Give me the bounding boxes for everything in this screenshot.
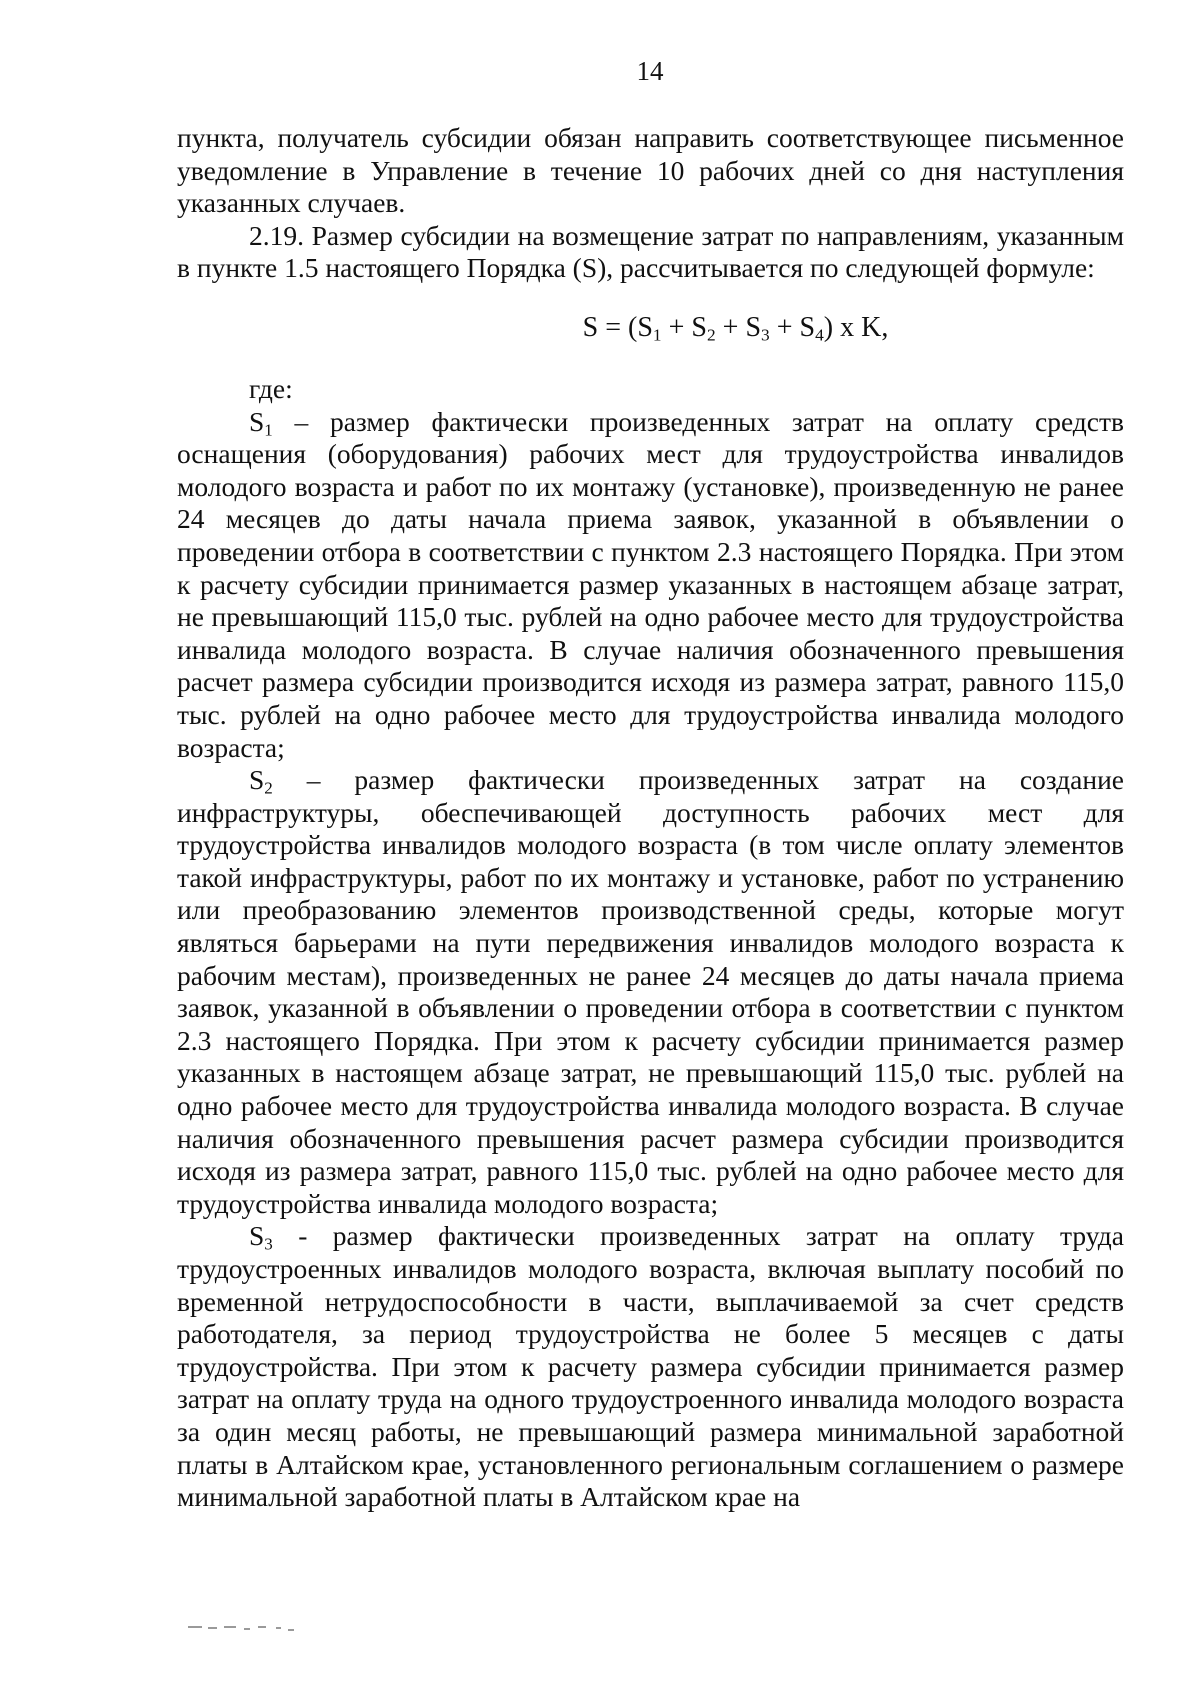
s1-symbol: S — [249, 405, 265, 437]
where-label: где: — [249, 372, 293, 404]
s3-index: 3 — [264, 1234, 273, 1254]
s2-text: – размер фактически произведенных затрат на создание инфраструктуры, обеспечивающей доступность рабочих мест для трудоустройства инвалидов молодого возраста (в том числе оплату элементов такой инфраструктуры, работ по их монтажу и установке, работ по устранению или преобразованию элементов производственной среды, которые могут являться барьерами на пути передвижения инвалидов молодого возраста к рабочим местам), произведенных не ранее 24 месяцев до даты начала приема заявок, указанной в объявлении о проведении отбора в соответствии с пунктом 2.3 настоящего Порядка. При этом к расчету субсидии принимается размер указанных в настоящем абзаце затрат, не превышающий 115,0 тыс. рублей на одно рабочее место для трудоустройства инвалида молодого возраста. В случае наличия обозначенного превышения расчет размера субсидии производится исходя из размера затрат, равного 115,0 тыс. рублей на одно рабочее место для трудоустройства инвалида молодого возраста; — [177, 764, 1124, 1219]
document-body — [177, 122, 1124, 1514]
formula-tail: ) x K, — [823, 311, 889, 343]
formula-index-4: 4 — [815, 325, 824, 345]
definition-s1 — [177, 406, 1124, 765]
formula-index-3: 3 — [761, 325, 770, 345]
s1-index: 1 — [264, 419, 273, 439]
s3-text: - размер фактически произведенных затрат на оплату труда трудоустроенных инвалидов молодого возраста, включая выплату пособий по временной нетрудоспособности в части, выплачиваемой за счет средств работодателя, за период трудоустройства не более 5 месяцев с даты трудоустройства. При этом к расчету размера субсидии принимается размер затрат на оплату труда на одного трудоустроенного инвалида молодого возраста за один месяц работы, не превышающий размера минимальной заработной платы в Алтайском крае, установленного региональным соглашением о размере минимальной заработной платы в Алтайском крае на — [177, 1220, 1124, 1513]
definition-s2 — [177, 764, 1124, 1220]
s3-symbol: S — [249, 1220, 265, 1252]
s2-symbol: S — [249, 764, 265, 796]
formula-index-1: 1 — [652, 325, 662, 345]
paragraph-2-19: 2.19. Размер субсидии на возмещение затрат по направлениям, указанным в пункте 1.5 настоящего Порядка (S), рассчитывается по следующей формуле: — [177, 219, 1124, 284]
s2-index: 2 — [264, 778, 273, 798]
s1-text: – размер фактически произведенных затрат на оплату средств оснащения (оборудования) рабочих мест для трудоустройства инвалидов молодого возраста и работ по их монтажу (установке), произведенную не ранее 24 месяцев до даты начала приема заявок, указанной в объявлении о проведении отбора в соответствии с пунктом 2.3 настоящего Порядка. При этом к расчету субсидии принимается размер указанных в настоящем абзаце затрат, не превышающий 115,0 тыс. рублей на одно рабочее место для трудоустройства инвалида молодого возраста. В случае наличия обозначенного превышения расчет размера субсидии производится исходя из размера затрат, равного 115,0 тыс. рублей на одно рабочее место для трудоустройства инвалида молодого возраста; — [177, 405, 1124, 763]
formula-plus-1: + S — [661, 311, 707, 343]
scan-artifact — [188, 1626, 300, 1632]
page-number: 14 — [636, 56, 664, 86]
formula-lhs: S = (S — [582, 311, 653, 343]
formula-plus-2: + S — [715, 311, 762, 343]
formula-plus-3: + S — [769, 311, 816, 343]
definition-s3 — [177, 1220, 1124, 1513]
subsidy-formula — [177, 311, 1124, 345]
formula-index-2: 2 — [706, 325, 716, 345]
paragraph-continuation: пункта, получатель субсидии обязан направить соответствующее письменное уведомление в Управление в течение 10 рабочих дней со дня наступления указанных случаев. — [177, 122, 1124, 219]
